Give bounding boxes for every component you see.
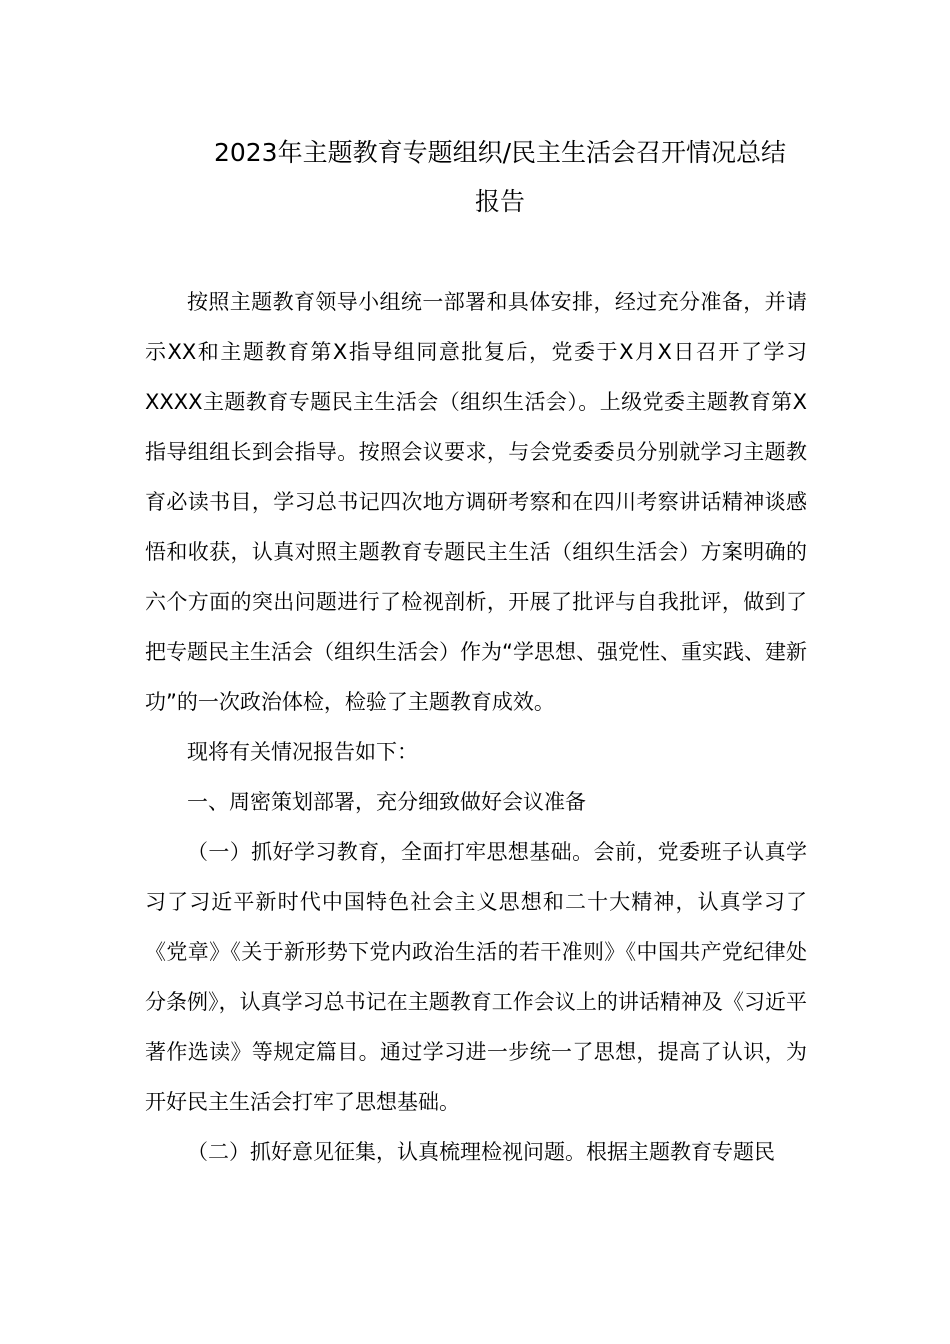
paragraph-intro: 按照主题教育领导小组统一部署和具体安排，经过充分准备，并请示XX和主题教育第X指导组同意批复后，党委于X月X日召开了学习XXXX主题教育专题民主生活会（组织生活会）。上级党委主题教育第X指导组组长到会指导。按照会议要求，与会党委委员分别就学习主题教育必读书目，学习总书记四次地方调研考察和在四川考察讲话精神谈感悟和收获，认真对照主题教育专题民主生活（组织生活会）方案明确的六个方面的突出问题进行了检视剖析，开展了批评与自我批评，做到了把专题民主生活会（组织生活会）作为“学思想、强党性、重实践、建新功”的一次政治体检，检验了主题教育成效。 (145, 290, 807, 714)
paragraph-report-lead: 现将有关情况报告如下： (187, 740, 418, 764)
title-line-2: 报告 (474, 187, 525, 216)
document-title (145, 128, 855, 226)
document-body (145, 277, 807, 1177)
title-line-1: 2023年主题教育专题组织/民主生活会召开情况总结 (213, 138, 787, 167)
paragraph-study-education: （一）抓好学习教育，全面打牢思想基础。会前，党委班子认真学习了习近平新时代中国特色社会主义思想和二十大精神，认真学习了《党章》《关于新形势下党内政治生活的若干准则》《中国共产党纪律处分条例》，认真学习总书记在主题教育工作会议上的讲话精神及《习近平著作选读》等规定篇目。通过学习进一步统一了思想，提高了认识，为开好民主生活会打牢了思想基础。 (145, 840, 807, 1114)
paragraph-opinion-collection: （二）抓好意见征集，认真梳理检视问题。根据主题教育专题民 (187, 1140, 775, 1164)
section-heading-1: 一、周密策划部署，充分细致做好会议准备 (187, 790, 586, 814)
